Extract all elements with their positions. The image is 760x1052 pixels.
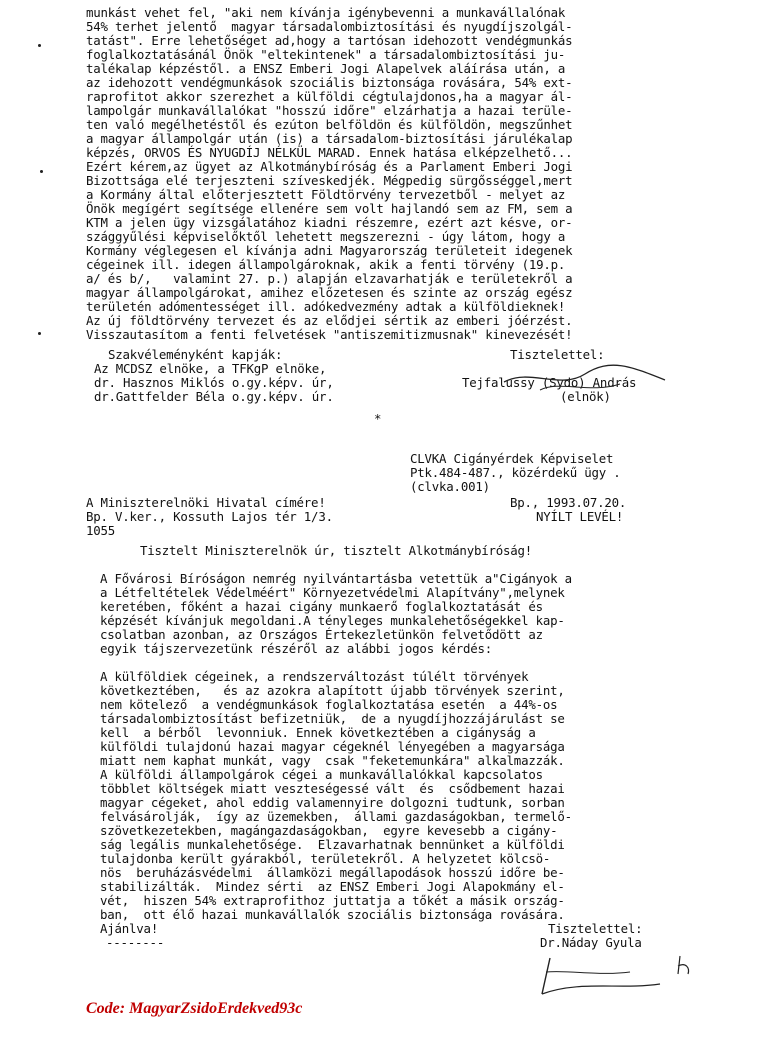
paragraph-line: A külföldiek cégeinek, a rendszerváltozást túlélt törvények (100, 669, 529, 684)
paragraph-line: társadalombiztosítást befizetniük, de a nyugdíjhozzájárulást se (100, 711, 565, 726)
paragraph-line: A külföldi állampolgárok cégei a munkavállalókkal kapcsolatos (100, 767, 543, 782)
paragraph-line: stabilizálták. Mindez sérti az ENSZ Emberi Jogi Alapokmány el- (100, 879, 565, 894)
letter1-line: Önök megígért segítsége ellenére sem volt hajlandó sem az FM, sem a (86, 201, 573, 216)
cc-label: Szakvéleményként kapják: (108, 347, 283, 362)
paragraph-line: szövetkezetekben, magángazdaságokban, egyre kevesebb a cigány- (100, 823, 558, 838)
paragraph-line: ság legális munkalehetősége. Elzavarhatnak bennünket a külföldi (100, 837, 565, 852)
letter1-line: az idehozott vendégmunkások szociális biztonsága rovására, 54% ext- (86, 75, 573, 90)
margin-dot (38, 332, 41, 335)
paragraph-line: többlet költségek miatt veszteségessé vált és csődbement hazai (100, 781, 565, 796)
recipient-line: Bp. V.ker., Kossuth Lajos tér 1/3. (86, 509, 333, 524)
asterisk-mark: * (374, 411, 382, 426)
cc-line: dr. Hasznos Miklós o.gy.képv. úr, (94, 375, 334, 390)
paragraph-line: csolatban azonban, az Országos Értekezletünkön felvetődött az (100, 627, 543, 642)
cc-line: dr.Gattfelder Béla o.gy.képv. úr. (94, 389, 334, 404)
letter1-line: raprofitot akkor szerezhet a külföldi cégtulajdonos,ha a magyar ál- (86, 89, 573, 104)
letter1-line: Ezért kérem,az ügyet az Alkotmánybíróság és a Parlament Emberi Jogi (86, 159, 573, 174)
letter1-line: magyar állampolgárokat, amihez előzetesen és szinte az ország egész (86, 285, 573, 300)
paragraph-line: külföldi tulajdonú hazai magyar cégeknél lényegében a magyarsága (100, 739, 565, 754)
letter1-line: munkást vehet fel, "aki nem kívánja igénybevenni a munkavállalónak (86, 5, 566, 20)
recipient-line: 1055 (86, 523, 116, 538)
salutation: Tisztelt Miniszterelnök úr, tisztelt Alkotmánybíróság! (140, 543, 533, 558)
paragraph-line: vét, hiszen 54% extraprofithoz juttatja a tőkét a másik ország- (100, 893, 565, 908)
sender-address: Ptk.484-487., közérdekű ügy . (410, 465, 621, 480)
letter1-signer-role: (elnök) (560, 389, 611, 404)
letter1-line: képzés, ORVOS ÉS NYUGDÍJ NÉLKÜL MARAD. Ennek hatása elképzelhető... (86, 145, 573, 160)
letter1-line: Visszautasítom a fenti felvetések "antiszemitizmusnak" kinevezését! (86, 327, 573, 342)
letter1-line: a/ és b/, valamint 27. p.) alapján elzavarhatják e területekről a (86, 271, 573, 286)
letter1-line: foglalkoztatásánál Önök "eltekintenek" a társadalombiztosítási ju- (86, 47, 566, 62)
letter1-line: 54% terhet jelentő magyar társadalombiztosítási és nyugdíjszolgál- (86, 19, 573, 34)
letter2-closing: Tisztelettel: (548, 921, 643, 936)
letter1-line: a Kormány által előterjesztett Földtörvény tervezetből - melyet az (86, 187, 566, 202)
letter1-line: Bizottsága elé terjeszteni szíveskedjék. Mégpedig sürgősséggel,mert (86, 173, 573, 188)
letter1-line: szággyűlési képviselőktől lehetett megszerezni - úgy látom, hogy a (86, 229, 566, 244)
letter-date: Bp., 1993.07.20. (510, 495, 627, 510)
letter1-line: KTM a jelen ügy vizsgálatához kiadni részemre, ezért azt késve, or- (86, 215, 573, 230)
letter1-line: cégeinek ill. idegen állampolgároknak, akik a fenti törvény (19.p. (86, 257, 566, 272)
recipient-line: A Miniszterelnöki Hivatal címére! (86, 495, 326, 510)
paragraph-line: ban, ott élő hazai munkavállalók szociális biztonsága rovására. (100, 907, 565, 922)
paragraph-line: keretében, főként a hazai cigány munkaerő foglalkoztatását és (100, 599, 543, 614)
letter1-line: talékalap képzéstől. a ENSZ Emberi Jogi Alapelvek aláírása után, a (86, 61, 566, 76)
letter2-paragraph-2 (100, 670, 700, 922)
paragraph-line: egyik tájszervezetünk részéről az alábbi jogos kérdés: (100, 641, 493, 656)
paragraph-line: a Létfeltételek Védelméért" Környezetvédelmi Alapítvány",melynek (100, 585, 565, 600)
paragraph-line: felvásárolják, így az üzemekben, állami gazdaságokban, termelő- (100, 809, 572, 824)
letter1-line: ten való megélhetéstől és ezúton belföldön és külföldön, megszűnhet (86, 117, 573, 132)
ajanlva-rule: -------- (106, 935, 165, 950)
paragraph-line: tulajdonba került gyárakból, területekről. A helyzetet kölcsö- (100, 851, 551, 866)
letter2-signer: Dr.Náday Gyula (540, 935, 642, 950)
letter1-line: területén adómentességet ill. adókedvezmény adtak a külföldieknek! (86, 299, 566, 314)
letter-type: NYÍLT LEVÉL! (536, 509, 624, 524)
cc-line: Az MCDSZ elnöke, a TFKgP elnöke, (94, 361, 327, 376)
paragraph-line: miatt nem kaphat munkát, vagy csak "feketemunkára" alkalmazzák. (100, 753, 565, 768)
letter1-line: lampolgár munkavállalókat "hosszú időre" elzárhatja a hazai terüle- (86, 103, 573, 118)
letter2-paragraph-1 (100, 572, 700, 656)
ajanlva-label: Ajánlva! (100, 921, 159, 936)
paragraph-line: magyar cégeket, ahol eddig valamennyire dolgozni tudtunk, sorban (100, 795, 565, 810)
letter1-closing: Tisztelettel: (510, 347, 605, 362)
letter1-line: tatást". Erre lehetőséget ad,hogy a tartósan idehozott vendégmunkás (86, 33, 573, 48)
paragraph-line: képzését kívánjuk megoldani.A tényleges munkalehetőségekkel kap- (100, 613, 565, 628)
paragraph-line: következtében, és az azokra alapított újabb törvények szerint, (100, 683, 565, 698)
paragraph-line: nös beruházásvédelmi államközi megállapodások hosszú időre be- (100, 865, 565, 880)
paragraph-line: A Fővárosi Bíróságon nemrég nyilvántartásba vetettük a"Cigányok a (100, 571, 572, 586)
margin-dot (38, 44, 41, 47)
letter1-signer-name: Tejfalussy (Sydo) András (462, 375, 637, 390)
sender-ref: (clvka.001) (410, 479, 490, 494)
letter1-line: Kormány véglegesen el kívánja adni Magyarország területeit idegenek (86, 243, 573, 258)
letter1-body (86, 6, 686, 342)
margin-dot (40, 170, 43, 173)
signature-naday (520, 950, 710, 1000)
sender-org: CLVKA Cigányérdek Képviselet (410, 451, 614, 466)
paragraph-line: nem kötelező a vendégmunkások foglalkoztatása esetén a 44%-os (100, 697, 558, 712)
letter1-line: Az új földtörvény tervezet és az elődjei sértik az emberi jóérzést. (86, 313, 573, 328)
signature-tejfalussy (500, 360, 670, 400)
paragraph-line: kell a bérből levonniuk. Ennek következtében a cigányság a (100, 725, 536, 740)
footer-code: Code: MagyarZsidoErdekved93c (86, 1000, 303, 1017)
letter1-line: a magyar állampolgár után (is) a társadalom-biztosítási járulékalap (86, 131, 573, 146)
